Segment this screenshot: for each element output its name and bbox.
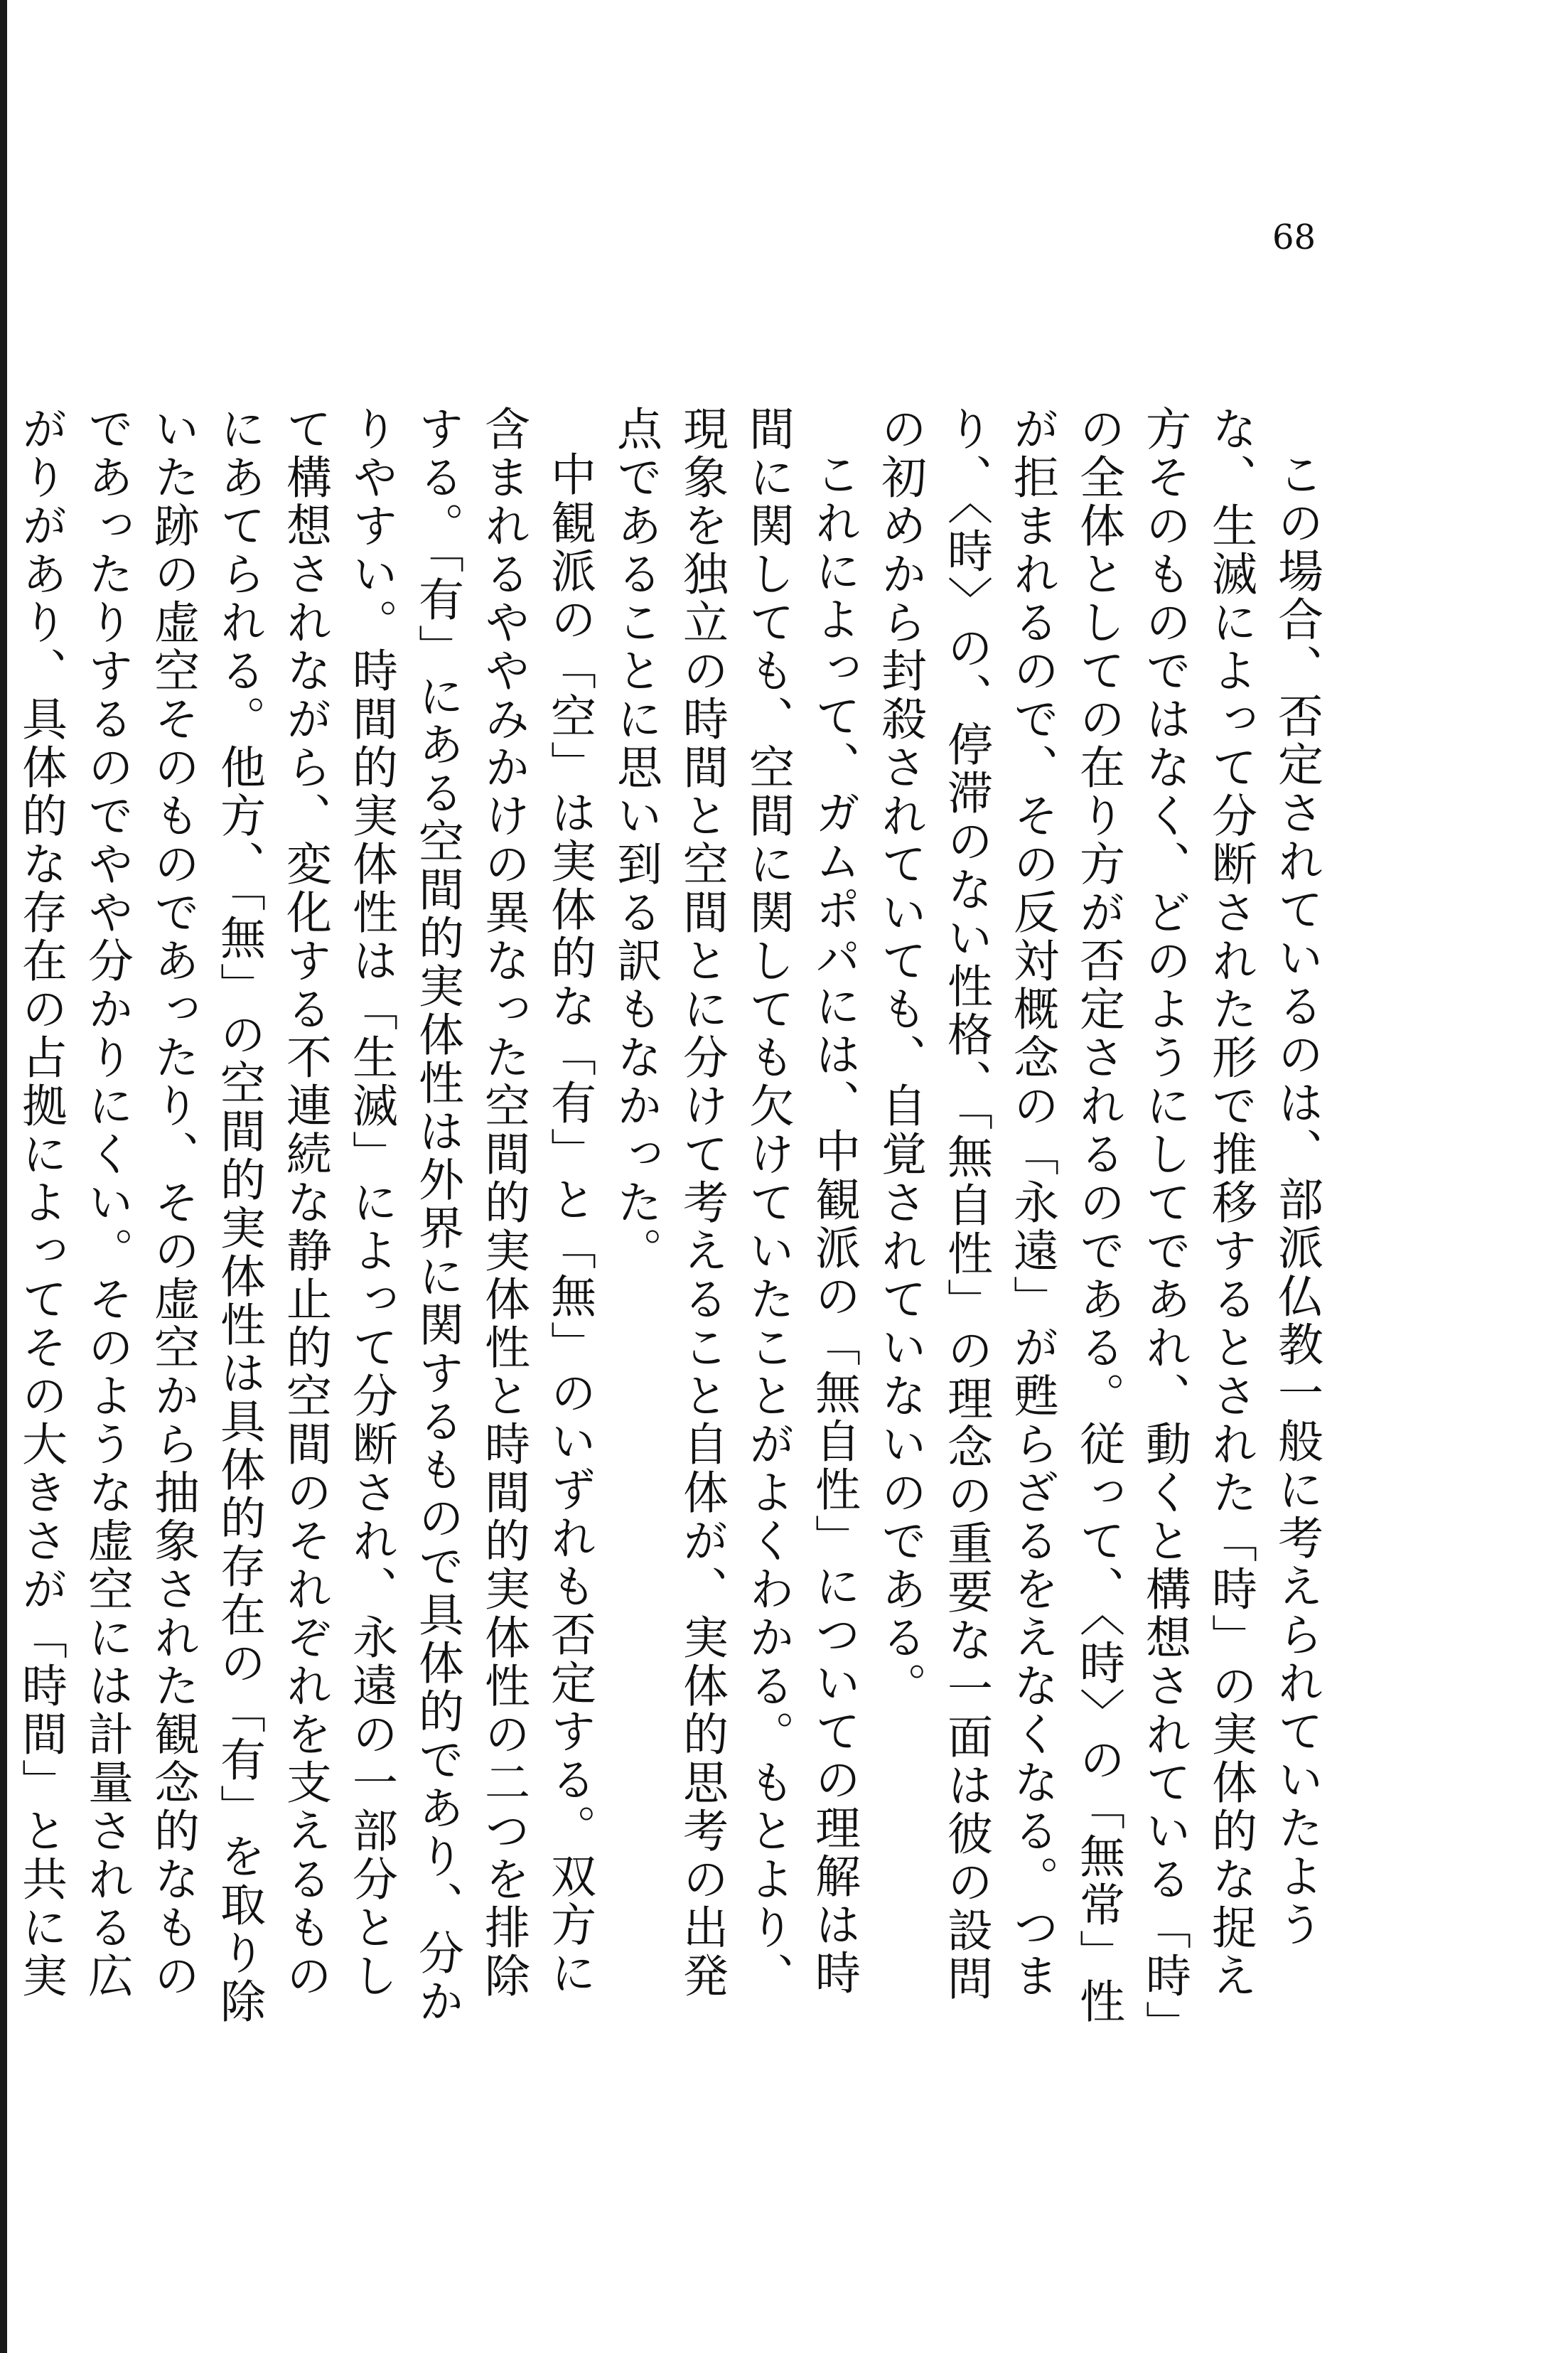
vertical-text-block — [14, 405, 1329, 2040]
paragraph-3: 中観派の「空」は実体的な「有」と「無」のいずれも否定する。双方に含まれるややみかけの異なった空間的実体性と時間的実体性の二つを排除する。「有」にある空間的実体性は外界に関するもので具体的であり、分かりやすい。時間的実体性は「生滅」によって分断され、永遠の一部分として構想されながら、変化する不連続な静止的空間のそれぞれを支えるものにあてられる。他方、「無」の空間的実体性は具体的存在の「有」を取り除いた跡の虚空そのものであったり、その虚空から抽象された観念的なものであったりするのでやや分かりにくい。そのような虚空には計量される広がりがあり、具体的な存在の占拠によってその大きさが「時間」と共に実 — [14, 405, 596, 2026]
paragraph-2: これによって、ガムポパには、中観派の「無自性」についての理解は時間に関しても、空間に関しても欠けていたことがよくわかる。もとより、現象を独立の時間と空間とに分けて考えること自体が、実体的思考の出発点であることに思い到る訳もなかった。 — [609, 405, 860, 2000]
page-number: 68 — [1272, 218, 1316, 257]
paragraph-1: この場合、否定されているのは、部派仏教一般に考えられていたような、生滅によって分断された形で推移するとされた「時」の実体的な捉え方そのものではなく、どのようにしてであれ、動くと構想されている「時」の全体としての在り方が否定されるのである。従って、〈時〉の「無常」性が拒まれるので、その反対概念の「永遠」が甦らざるをえなくなる。つまり、〈時〉の、停滞のない性格、「無自性」の理念の重要な一面は彼の設問の初めから封殺されていても、自覚されていないのである。 — [874, 405, 1323, 2026]
